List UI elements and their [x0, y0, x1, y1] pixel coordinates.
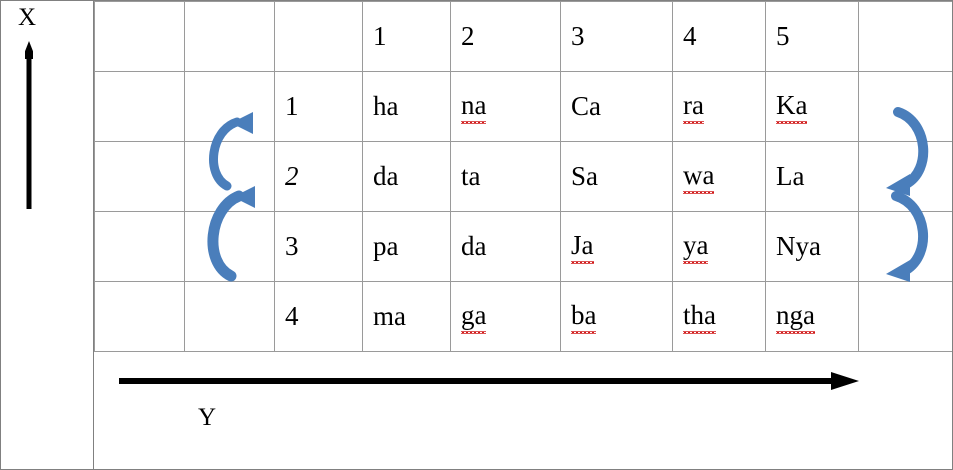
row-header-2: 2 — [275, 142, 363, 212]
cell-3-2: da — [451, 212, 561, 282]
cell-4-2: ga — [451, 282, 561, 352]
x-axis-label: X — [18, 4, 37, 31]
cell-2-4: wa — [673, 142, 766, 212]
row-spacer-2 — [185, 282, 275, 352]
row-spacer-1 — [95, 282, 185, 352]
cell-3-3: Ja — [561, 212, 673, 282]
cell-3-1: pa — [363, 212, 451, 282]
cell-2-5: La — [766, 142, 859, 212]
cell-1-1: ha — [363, 72, 451, 142]
cell-1-3: Ca — [561, 72, 673, 142]
row-spacer-1 — [95, 212, 185, 282]
column-header-2: 2 — [451, 2, 561, 72]
table-row — [95, 142, 953, 212]
row-spacer-1 — [95, 72, 185, 142]
cell-4-1: ma — [363, 282, 451, 352]
cell-1-4: ra — [673, 72, 766, 142]
cell-2-1: da — [363, 142, 451, 212]
row-spacer-2 — [185, 142, 275, 212]
header-spacer-1 — [95, 2, 185, 72]
row-spacer-3 — [859, 72, 953, 142]
row-spacer-2 — [185, 212, 275, 282]
row-header-1: 1 — [275, 72, 363, 142]
row-header-4: 4 — [275, 282, 363, 352]
row-spacer-3 — [859, 142, 953, 212]
cell-2-2: ta — [451, 142, 561, 212]
cell-1-5: Ka — [766, 72, 859, 142]
column-header-5: 5 — [766, 2, 859, 72]
table-row — [95, 72, 953, 142]
table-row — [95, 212, 953, 282]
row-spacer-1 — [95, 142, 185, 212]
header-spacer-3 — [275, 2, 363, 72]
row-header-3: 3 — [275, 212, 363, 282]
header-spacer-2 — [185, 2, 275, 72]
row-spacer-3 — [859, 282, 953, 352]
cell-1-2: na — [451, 72, 561, 142]
syllable-table — [94, 1, 953, 352]
cell-3-5: Nya — [766, 212, 859, 282]
cell-4-5: nga — [766, 282, 859, 352]
cell-4-4: tha — [673, 282, 766, 352]
syllable-grid — [94, 1, 953, 351]
header-spacer-4 — [859, 2, 953, 72]
column-header-1: 1 — [363, 2, 451, 72]
row-spacer-2 — [185, 72, 275, 142]
cell-2-3: Sa — [561, 142, 673, 212]
table-row — [95, 282, 953, 352]
row-spacer-3 — [859, 212, 953, 282]
right-arrow-icon — [119, 371, 859, 391]
up-arrow-icon — [25, 41, 33, 209]
y-axis-label: Y — [198, 404, 217, 431]
cell-4-3: ba — [561, 282, 673, 352]
cell-3-4: ya — [673, 212, 766, 282]
table-header-row — [95, 2, 953, 72]
column-header-3: 3 — [561, 2, 673, 72]
column-header-4: 4 — [673, 2, 766, 72]
